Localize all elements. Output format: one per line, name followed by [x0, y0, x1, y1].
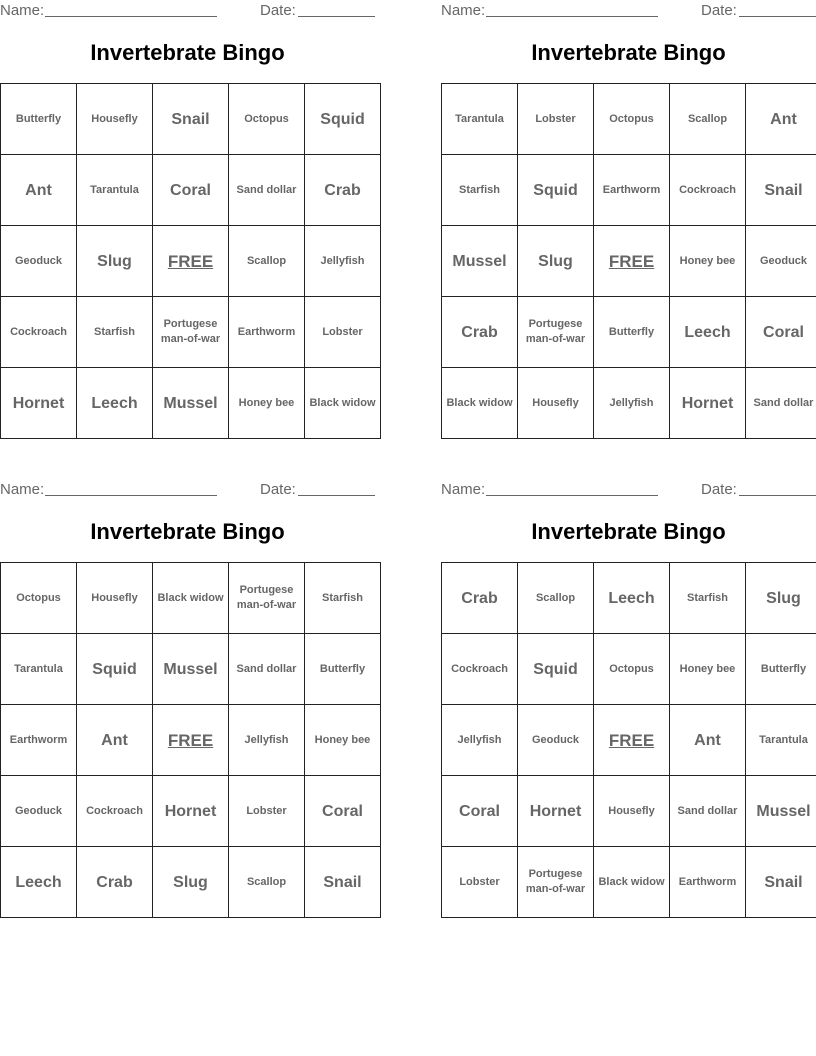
free-space-cell: FREE: [594, 226, 670, 297]
card-title: Invertebrate Bingo: [90, 40, 285, 65]
name-label: Name:: [441, 2, 486, 19]
bingo-cell: Coral: [442, 776, 518, 847]
bingo-cell: Jellyfish: [594, 368, 670, 439]
bingo-grid: [0, 83, 381, 439]
bingo-cell: Crab: [442, 563, 518, 634]
bingo-cell: Snail: [305, 847, 381, 918]
bingo-cell: Tarantula: [77, 155, 153, 226]
bingo-cell: Butterfly: [1, 84, 77, 155]
bingo-cell: Scallop: [229, 226, 305, 297]
bingo-cell: Lobster: [229, 776, 305, 847]
bingo-card: [0, 479, 375, 913]
bingo-cell: Squid: [518, 634, 594, 705]
bingo-cell: Hornet: [518, 776, 594, 847]
bingo-cell: Tarantula: [1, 634, 77, 705]
name-blank-line: [486, 16, 658, 17]
bingo-cell: Squid: [77, 634, 153, 705]
bingo-row: [1, 155, 381, 226]
name-date-row: [0, 0, 375, 20]
bingo-cell: Mussel: [153, 634, 229, 705]
bingo-cell: Coral: [153, 155, 229, 226]
bingo-cell: Ant: [746, 84, 816, 155]
bingo-card: [441, 479, 816, 913]
bingo-cell: Jellyfish: [442, 705, 518, 776]
bingo-cell: Snail: [746, 847, 816, 918]
bingo-cell: Butterfly: [594, 297, 670, 368]
bingo-cell: Squid: [305, 84, 381, 155]
bingo-cell: Portugese man-of-war: [518, 847, 594, 918]
bingo-cell: Honey bee: [229, 368, 305, 439]
free-space-cell: FREE: [594, 705, 670, 776]
bingo-cell: Starfish: [670, 563, 746, 634]
date-label: Date:: [701, 2, 737, 19]
bingo-cell: Housefly: [77, 84, 153, 155]
bingo-cell: Geoduck: [1, 226, 77, 297]
bingo-row: [1, 297, 381, 368]
bingo-cell: Leech: [594, 563, 670, 634]
bingo-cell: Sand dollar: [229, 155, 305, 226]
bingo-cell: Crab: [442, 297, 518, 368]
bingo-cell: Mussel: [442, 226, 518, 297]
bingo-row: [442, 368, 816, 439]
bingo-cell: Starfish: [442, 155, 518, 226]
name-blank-line: [45, 16, 217, 17]
bingo-cell: Crab: [305, 155, 381, 226]
date-blank-line: [739, 16, 816, 17]
bingo-row: [1, 776, 381, 847]
bingo-row: [442, 634, 816, 705]
name-label: Name:: [0, 481, 45, 498]
bingo-cell: Cockroach: [77, 776, 153, 847]
card-title: Invertebrate Bingo: [531, 40, 726, 65]
bingo-row: [442, 155, 816, 226]
date-blank-line: [298, 16, 375, 17]
bingo-cell: Slug: [153, 847, 229, 918]
bingo-cell: Black widow: [594, 847, 670, 918]
bingo-cell: Geoduck: [518, 705, 594, 776]
bingo-cell: Scallop: [229, 847, 305, 918]
bingo-card: [441, 0, 816, 434]
bingo-cell: Coral: [305, 776, 381, 847]
bingo-row: [1, 634, 381, 705]
bingo-cell: Honey bee: [670, 226, 746, 297]
free-space-cell: FREE: [153, 226, 229, 297]
name-blank-line: [486, 495, 658, 496]
bingo-cell: Octopus: [229, 84, 305, 155]
bingo-cell: Starfish: [77, 297, 153, 368]
bingo-cell: Scallop: [670, 84, 746, 155]
date-blank-line: [298, 495, 375, 496]
bingo-row: [1, 705, 381, 776]
bingo-cell: Octopus: [594, 634, 670, 705]
bingo-row: [442, 776, 816, 847]
bingo-cell: Cockroach: [442, 634, 518, 705]
bingo-cell: Sand dollar: [746, 368, 816, 439]
bingo-cell: Snail: [746, 155, 816, 226]
bingo-row: [442, 297, 816, 368]
bingo-cell: Earthworm: [229, 297, 305, 368]
bingo-cell: Slug: [518, 226, 594, 297]
bingo-row: [442, 705, 816, 776]
bingo-cell: Leech: [1, 847, 77, 918]
bingo-cell: Hornet: [153, 776, 229, 847]
bingo-row: [442, 226, 816, 297]
bingo-cell: Slug: [77, 226, 153, 297]
bingo-cell: Lobster: [518, 84, 594, 155]
bingo-row: [1, 84, 381, 155]
bingo-cell: Sand dollar: [229, 634, 305, 705]
bingo-cell: Housefly: [77, 563, 153, 634]
bingo-card: [0, 0, 375, 434]
bingo-cell: Mussel: [153, 368, 229, 439]
bingo-cell: Starfish: [305, 563, 381, 634]
bingo-cell: Crab: [77, 847, 153, 918]
bingo-cell: Geoduck: [1, 776, 77, 847]
bingo-row: [1, 226, 381, 297]
bingo-cell: Geoduck: [746, 226, 816, 297]
bingo-grid: [441, 562, 816, 918]
date-label: Date:: [260, 481, 296, 498]
bingo-cell: Snail: [153, 84, 229, 155]
free-space-cell: FREE: [153, 705, 229, 776]
bingo-cell: Coral: [746, 297, 816, 368]
name-label: Name:: [441, 481, 486, 498]
bingo-cell: Ant: [670, 705, 746, 776]
name-date-row: [441, 0, 816, 20]
bingo-cell: Earthworm: [670, 847, 746, 918]
bingo-grid: [0, 562, 381, 918]
card-title: Invertebrate Bingo: [531, 519, 726, 544]
card-title: Invertebrate Bingo: [90, 519, 285, 544]
bingo-row: [1, 563, 381, 634]
bingo-cell: Portugese man-of-war: [153, 297, 229, 368]
bingo-cell: Squid: [518, 155, 594, 226]
bingo-cell: Tarantula: [746, 705, 816, 776]
bingo-cell: Scallop: [518, 563, 594, 634]
bingo-cell: Tarantula: [442, 84, 518, 155]
name-date-row: [0, 479, 375, 499]
bingo-cell: Mussel: [746, 776, 816, 847]
bingo-cell: Jellyfish: [229, 705, 305, 776]
bingo-row: [442, 847, 816, 918]
bingo-cell: Lobster: [442, 847, 518, 918]
bingo-cell: Cockroach: [670, 155, 746, 226]
bingo-cell: Slug: [746, 563, 816, 634]
bingo-row: [442, 563, 816, 634]
bingo-cell: Octopus: [594, 84, 670, 155]
bingo-cell: Portugese man-of-war: [518, 297, 594, 368]
bingo-cell: Black widow: [153, 563, 229, 634]
bingo-cell: Housefly: [518, 368, 594, 439]
name-blank-line: [45, 495, 217, 496]
bingo-cell: Hornet: [1, 368, 77, 439]
bingo-row: [1, 368, 381, 439]
bingo-cell: Black widow: [442, 368, 518, 439]
date-blank-line: [739, 495, 816, 496]
bingo-cell: Leech: [77, 368, 153, 439]
bingo-cell: Lobster: [305, 297, 381, 368]
bingo-cell: Black widow: [305, 368, 381, 439]
date-label: Date:: [260, 2, 296, 19]
name-label: Name:: [0, 2, 45, 19]
bingo-cell: Cockroach: [1, 297, 77, 368]
bingo-cell: Butterfly: [746, 634, 816, 705]
bingo-cell: Housefly: [594, 776, 670, 847]
bingo-grid: [441, 83, 816, 439]
date-label: Date:: [701, 481, 737, 498]
bingo-row: [1, 847, 381, 918]
bingo-cell: Jellyfish: [305, 226, 381, 297]
bingo-cell: Butterfly: [305, 634, 381, 705]
bingo-cell: Honey bee: [305, 705, 381, 776]
bingo-cell: Hornet: [670, 368, 746, 439]
bingo-cell: Ant: [77, 705, 153, 776]
bingo-cell: Earthworm: [1, 705, 77, 776]
bingo-cell: Ant: [1, 155, 77, 226]
name-date-row: [441, 479, 816, 499]
bingo-cell: Honey bee: [670, 634, 746, 705]
bingo-cell: Sand dollar: [670, 776, 746, 847]
bingo-cell: Octopus: [1, 563, 77, 634]
bingo-cell: Leech: [670, 297, 746, 368]
bingo-cell: Portugese man-of-war: [229, 563, 305, 634]
bingo-row: [442, 84, 816, 155]
bingo-cell: Earthworm: [594, 155, 670, 226]
